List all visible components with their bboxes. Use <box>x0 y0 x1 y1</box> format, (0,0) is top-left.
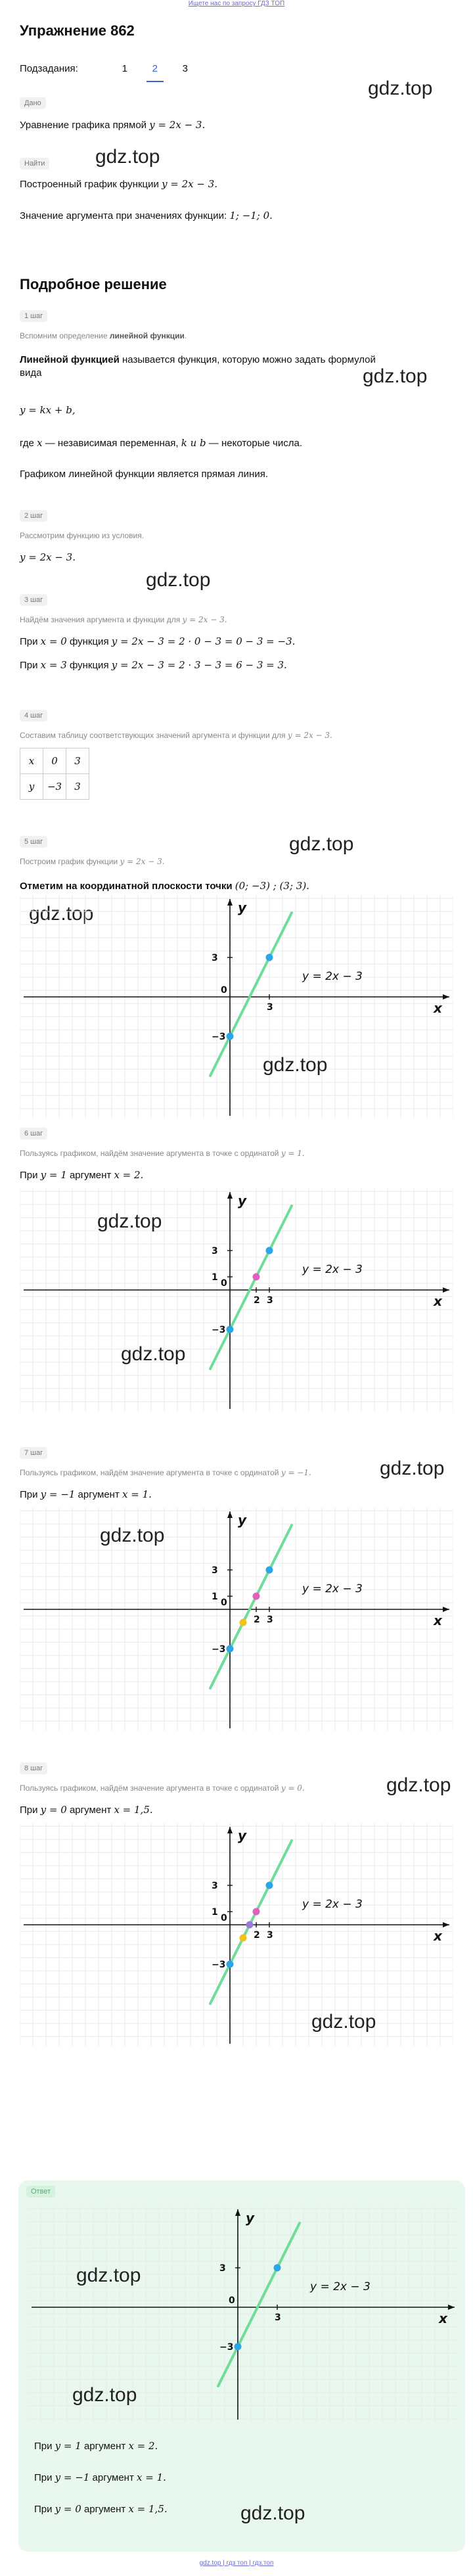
step-8-ans-prefix: При <box>20 1805 41 1816</box>
x-axis-label: x <box>434 1928 442 1944</box>
watermark: gdz.top <box>386 1774 451 1796</box>
step-3-l2-mid: функция <box>66 660 112 671</box>
graph-point <box>227 1033 234 1040</box>
graph-point <box>240 1619 247 1626</box>
step-6-text-formula: y = 1. <box>281 1149 305 1158</box>
step-7-ans-prefix: При <box>20 1489 41 1500</box>
graph-point <box>235 2343 242 2351</box>
step-3-text <box>20 615 227 624</box>
y-tick-label: 3 <box>219 2263 226 2274</box>
y-tick-label: 1 <box>212 1592 218 1602</box>
watermark: gdz.top <box>380 1458 445 1479</box>
subtask-tab-2[interactable]: 2 <box>140 63 170 74</box>
graph-point <box>240 1935 247 1942</box>
step-5-points-formula: (0; −3) ; (3; 3). <box>235 880 309 892</box>
y-axis-label: y <box>238 900 247 915</box>
y-axis-label: y <box>246 2210 255 2226</box>
step-6-ans-prefix: При <box>20 1170 41 1181</box>
graph-step-7 <box>20 1507 453 1731</box>
x-axis-label: x <box>439 2311 447 2326</box>
answer-1-b: x = 2. <box>128 2440 158 2452</box>
step-1-where-prefix: где <box>20 438 37 449</box>
step-1-graph-note: Графиком линейной функции является прямая линия. <box>20 469 268 480</box>
step-1-where-mid: — независимая переменная, <box>42 438 181 449</box>
step-1-where-x: x <box>37 437 43 449</box>
y-tick-label: −3 <box>212 1032 226 1042</box>
find-badge: Найти <box>20 158 49 170</box>
step-3-l2-a: x = 3 <box>40 659 67 671</box>
step-7-text-prefix: Пользуясь графиком, найдём значение аргумента в точке с ординатой <box>20 1468 281 1477</box>
answer-3-prefix: При <box>34 2504 55 2515</box>
subtask-tab-1[interactable]: 1 <box>122 63 127 74</box>
step-1-intro-prefix: Вспомним определение <box>20 331 110 340</box>
watermark: gdz.top <box>368 78 433 99</box>
graph-point <box>246 1921 254 1929</box>
find-line-1-formula: y = 2x − 3. <box>162 178 218 190</box>
origin-label: 0 <box>221 985 227 996</box>
given-badge: Дано <box>20 97 46 109</box>
x-tick-label: 2 <box>254 1930 260 1941</box>
answer-3-a: y = 0 <box>55 2503 81 2515</box>
x-tick-label: 2 <box>254 1295 260 1306</box>
answer-2-prefix: При <box>34 2472 55 2483</box>
watermark: gdz.top <box>363 365 428 387</box>
step-4-text-formula: y = 2x − 3. <box>287 731 332 740</box>
step-4-text-prefix: Составим таблицу соответствующих значений аргумента и функции для <box>20 731 288 740</box>
find-line-2-formula: 1; −1; 0. <box>229 210 273 221</box>
table-row <box>20 748 89 774</box>
graph-point <box>227 1961 234 1968</box>
watermark: gdz.top <box>76 2265 141 2286</box>
step-6-ans-a: y = 1 <box>40 1169 67 1181</box>
values-table <box>20 748 89 800</box>
step-5-points-prefix: Отметим на координатной плоскости точки <box>20 881 235 892</box>
step-1-def-bold: Линейной функцией <box>20 354 120 365</box>
step-3-l1-b: y = 2x − 3 = 2 · 0 − 3 = 0 − 3 = −3. <box>111 635 296 647</box>
step-6-answer <box>20 1168 143 1182</box>
subtasks-nav <box>20 63 200 74</box>
origin-label: 0 <box>221 1913 227 1923</box>
table-cell: y <box>20 774 43 800</box>
table-cell: 3 <box>66 748 89 774</box>
step-1-intro-suffix: . <box>184 331 187 340</box>
y-tick-label: 3 <box>212 1246 218 1256</box>
step-1-def-rest: называется функция, которую можно задать формулой <box>119 354 376 365</box>
table-cell: 0 <box>43 748 66 774</box>
answer-1-mid: аргумент <box>81 2441 129 2452</box>
step-7-ans-a: y = −1 <box>40 1488 76 1500</box>
step-7-text <box>20 1468 311 1477</box>
given-text-prefix: Уравнение графика прямой <box>20 120 150 131</box>
step-7-badge: 7 шаг <box>20 1447 47 1459</box>
watermark: gdz.top <box>95 146 160 168</box>
watermark: gdz.top <box>72 2384 137 2406</box>
x-axis-label: x <box>434 1293 442 1309</box>
origin-label: 0 <box>221 1598 227 1608</box>
watermark: gdz.top <box>97 1210 162 1232</box>
step-8-text <box>20 1783 305 1793</box>
y-tick-label: −3 <box>219 2342 234 2353</box>
graph-step-8 <box>20 1823 453 2046</box>
x-tick-label: 3 <box>267 1615 273 1625</box>
step-1-where <box>20 436 302 450</box>
x-axis-label: x <box>434 1613 442 1628</box>
y-tick-label: 3 <box>212 1881 218 1891</box>
y-axis-label: y <box>238 1193 247 1208</box>
answer-2-mid: аргумент <box>89 2472 137 2483</box>
x-axis-arrow <box>448 2305 455 2310</box>
y-tick-label: −3 <box>212 1644 226 1655</box>
graph-point <box>227 1645 234 1653</box>
watermark: gdz.top <box>121 1343 186 1365</box>
x-tick-label: 3 <box>267 1930 273 1941</box>
y-tick-label: −3 <box>212 1960 226 1970</box>
step-5-text-formula: y = 2x − 3. <box>120 857 165 866</box>
footer-link[interactable]: гдз.топ <box>252 2560 274 2567</box>
answer-line-1 <box>34 2439 158 2453</box>
x-tick-label: 3 <box>267 1002 273 1013</box>
origin-label: 0 <box>229 2295 235 2306</box>
y-axis-label: y <box>238 1828 247 1843</box>
watermark: gdz.top <box>146 569 211 591</box>
step-2-badge: 2 шаг <box>20 510 47 522</box>
step-6-ans-mid: аргумент <box>66 1170 114 1181</box>
answer-line-2 <box>34 2471 166 2485</box>
step-1-def-line2: вида <box>20 367 42 379</box>
top-search-link[interactable]: Ищете нас по запросу ГДЗ ТОП <box>188 0 285 7</box>
find-line-2 <box>20 209 273 223</box>
step-8-ans-a: y = 0 <box>40 1804 67 1816</box>
answer-3-mid: аргумент <box>81 2504 129 2515</box>
watermark: gdz.top <box>100 1525 165 1546</box>
step-1-where-kb: k и b <box>181 437 206 449</box>
table-cell: x <box>20 748 43 774</box>
x-axis-label: x <box>434 1000 442 1016</box>
given-text <box>20 118 205 132</box>
step-3-text-formula: y = 2x − 3. <box>182 615 227 624</box>
step-5-text <box>20 857 165 866</box>
answer-3-b: x = 1,5. <box>128 2503 168 2515</box>
step-8-text-formula: y = 0. <box>281 1783 305 1793</box>
graph-point <box>266 1567 273 1574</box>
step-6-ans-b: x = 2. <box>114 1169 144 1181</box>
answer-line-3 <box>34 2502 168 2516</box>
answer-badge: Ответ <box>26 2186 55 2197</box>
subtask-tab-3[interactable]: 3 <box>182 63 188 74</box>
step-2-text: Рассмотрим функцию из условия. <box>20 531 145 540</box>
step-5-text-prefix: Построим график функции <box>20 857 120 866</box>
step-1-formula: y = kx + b, <box>20 404 76 416</box>
solution-title: Подробное решение <box>20 276 167 292</box>
x-axis-arrow <box>443 994 449 1000</box>
x-tick-label: 2 <box>254 1615 260 1625</box>
step-7-ans-mid: аргумент <box>75 1489 123 1500</box>
given-formula: y = 2x − 3. <box>149 119 206 131</box>
graph-point <box>227 1326 234 1333</box>
x-axis-arrow <box>443 1922 449 1927</box>
watermark: gdz.top <box>263 1054 328 1076</box>
step-3-l2-prefix: При <box>20 660 41 671</box>
subtasks-label: Подзадания: <box>20 63 78 74</box>
step-3-badge: 3 шаг <box>20 594 47 606</box>
graph-point <box>253 1908 260 1916</box>
footer-links: gdz.top | гдз топ | гдз.топ <box>199 2560 274 2567</box>
graph-point <box>253 1593 260 1600</box>
graph-point <box>266 1247 273 1254</box>
step-8-ans-b: x = 1,5. <box>114 1804 153 1816</box>
step-8-answer <box>20 1803 153 1817</box>
origin-label: 0 <box>221 1278 227 1289</box>
x-axis-arrow <box>443 1287 449 1293</box>
step-1-intro-bold: линейной функции <box>109 331 185 340</box>
answer-2-b: x = 1. <box>137 2472 166 2483</box>
y-tick-label: 3 <box>212 1565 218 1576</box>
step-3-l1-prefix: При <box>20 636 41 647</box>
step-7-answer <box>20 1488 152 1502</box>
step-6-text-prefix: Пользуясь графиком, найдём значение аргумента в точке с ординатой <box>20 1149 281 1158</box>
step-4-text <box>20 731 332 740</box>
page-title: Упражнение 862 <box>20 22 135 39</box>
table-row <box>20 774 89 800</box>
step-6-text <box>20 1149 305 1158</box>
y-tick-label: 1 <box>212 1272 218 1283</box>
x-tick-label: 3 <box>275 2312 281 2323</box>
step-1-where-end: — некоторые числа. <box>206 438 302 449</box>
y-axis-arrow <box>227 1511 233 1518</box>
step-8-text-prefix: Пользуясь графиком, найдём значение аргумента в точке с ординатой <box>20 1783 281 1793</box>
footer-link[interactable]: гдз топ <box>226 2560 248 2567</box>
y-axis-arrow <box>227 899 233 906</box>
watermark: gdz.top <box>289 833 354 855</box>
y-axis-label: y <box>238 1512 247 1528</box>
y-tick-label: 3 <box>212 953 218 963</box>
function-label: y = 2x − 3 <box>302 1263 363 1276</box>
step-2-formula: y = 2x − 3. <box>20 551 76 563</box>
watermark: gdz.top <box>311 2011 376 2033</box>
step-8-ans-mid: аргумент <box>66 1805 114 1816</box>
function-label: y = 2x − 3 <box>302 1582 363 1596</box>
step-3-l2-b: y = 2x − 3 = 2 · 3 − 3 = 6 − 3 = 3. <box>111 659 287 671</box>
find-line-1-prefix: Построенный график функции <box>20 179 162 190</box>
answer-2-a: y = −1 <box>55 2472 90 2483</box>
watermark: gdz.top <box>240 2502 305 2524</box>
step-7-text-formula: y = −1. <box>281 1468 311 1477</box>
step-6-badge: 6 шаг <box>20 1128 47 1139</box>
graph-point <box>274 2265 281 2272</box>
step-1-intro <box>20 331 187 340</box>
y-tick-label: −3 <box>212 1325 226 1335</box>
step-4-badge: 4 шаг <box>20 710 47 722</box>
step-3-text-prefix: Найдём значения аргумента и функции для <box>20 615 183 624</box>
function-label: y = 2x − 3 <box>302 1898 363 1911</box>
footer-link[interactable]: gdz.top <box>199 2560 221 2567</box>
step-3-l1-a: x = 0 <box>40 635 67 647</box>
x-tick-label: 3 <box>267 1295 273 1306</box>
graph-point <box>266 954 273 961</box>
find-line-1 <box>20 177 217 191</box>
step-8-badge: 8 шаг <box>20 1762 47 1774</box>
function-label: y = 2x − 3 <box>302 970 363 983</box>
step-1-badge: 1 шаг <box>20 310 47 322</box>
step-3-line-2 <box>20 658 287 672</box>
step-3-l1-mid: функция <box>66 636 112 647</box>
step-5-badge: 5 шаг <box>20 836 47 848</box>
graph-point <box>266 1882 273 1889</box>
find-line-2-prefix: Значение аргумента при значениях функции: <box>20 210 230 221</box>
table-cell: −3 <box>43 774 66 800</box>
y-tick-label: 1 <box>212 1907 218 1918</box>
step-3-line-1 <box>20 635 295 649</box>
y-axis-arrow <box>227 1192 233 1199</box>
y-axis-arrow <box>227 1827 233 1833</box>
graph-point <box>253 1274 260 1281</box>
watermark: gdz.top <box>29 903 94 925</box>
answer-1-a: y = 1 <box>55 2440 81 2452</box>
step-5-points <box>20 879 309 893</box>
table-cell: 3 <box>66 774 89 800</box>
x-axis-arrow <box>443 1607 449 1612</box>
y-axis-arrow <box>235 2209 240 2216</box>
graph-step-6 <box>20 1188 453 1412</box>
function-label: y = 2x − 3 <box>310 2280 371 2293</box>
graph-step-5 <box>20 895 453 1118</box>
step-7-ans-b: x = 1. <box>122 1488 152 1500</box>
answer-1-prefix: При <box>34 2441 55 2452</box>
